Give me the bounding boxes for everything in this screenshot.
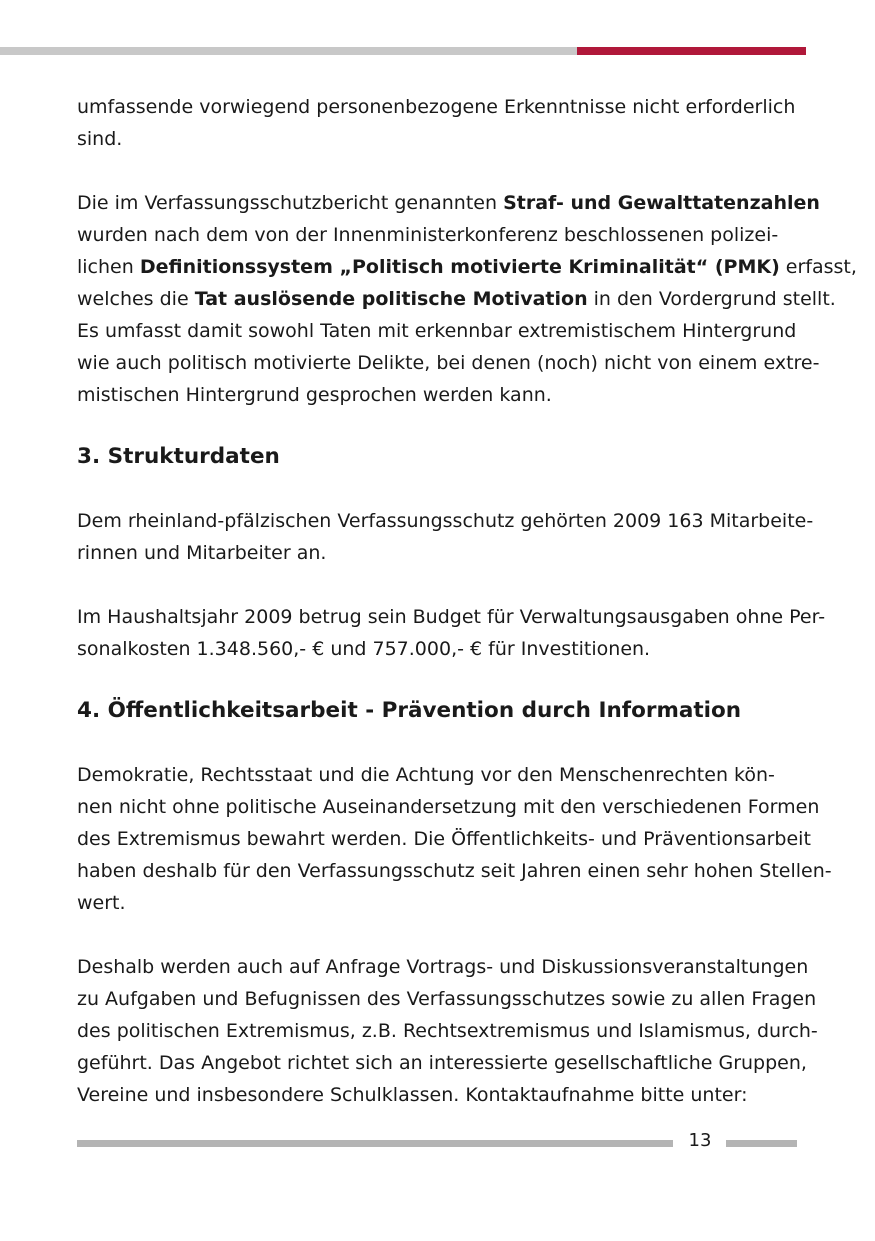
text-run: zu Aufgaben und Befugnissen des Verfassungsschutzes sowie zu allen Fragen xyxy=(77,988,817,1010)
text-run: umfassende vorwiegend personenbezogene Erkenntnisse nicht erforderlich xyxy=(77,96,796,118)
text-run: in den Vordergrund stellt. xyxy=(587,288,836,310)
page-content xyxy=(77,91,857,1111)
text-line xyxy=(77,123,807,155)
text-line xyxy=(77,887,807,919)
paragraph xyxy=(77,187,857,411)
text-line xyxy=(77,823,811,855)
text-line xyxy=(77,315,807,347)
text-line xyxy=(77,1015,818,1047)
text-line xyxy=(77,347,820,379)
text-run: haben deshalb für den Verfassungsschutz seit Jahren einen sehr hohen Stellen- xyxy=(77,860,832,882)
bold-text-run: Straf- und Gewalttatenzahlen xyxy=(503,192,820,214)
text-run: welches die xyxy=(77,288,195,310)
text-run: wie auch politisch motivierte Delikte, bei denen (noch) nicht von einem extre- xyxy=(77,352,820,374)
paragraph xyxy=(77,91,807,155)
text-line xyxy=(77,855,832,887)
paragraph xyxy=(77,601,826,665)
text-run: Es umfasst damit sowohl Taten mit erkennbar extremistischem Hintergrund xyxy=(77,320,797,342)
text-run: nen nicht ohne politische Auseinandersetzung mit den verschiedenen Formen xyxy=(77,796,820,818)
text-run: sind. xyxy=(77,128,123,150)
text-line xyxy=(77,187,820,219)
text-run: Die im Verfassungsschutzbericht genannten xyxy=(77,192,504,214)
text-run: sonalkosten 1.348.560,- € und 757.000,- € für Investitionen. xyxy=(77,638,651,660)
text-run: wert. xyxy=(77,892,126,914)
text-line xyxy=(77,91,807,123)
text-line xyxy=(77,601,826,633)
text-run: mistischen Hintergrund gesprochen werden kann. xyxy=(77,384,552,406)
text-run: geführt. Das Angebot richtet sich an interessierte gesellschaftliche Gruppen, xyxy=(77,1052,807,1074)
text-line xyxy=(77,759,807,791)
text-run: Demokratie, Rechtsstaat und die Achtung vor den Menschenrechten kön- xyxy=(77,764,775,786)
text-run: wurden nach dem von der Innenministerkonferenz beschlossenen polizei- xyxy=(77,224,779,246)
text-run: des politischen Extremismus, z.B. Rechtsextremismus und Islamismus, durch- xyxy=(77,1020,818,1042)
text-line xyxy=(77,791,820,823)
text-line xyxy=(77,505,814,537)
page-number: 13 xyxy=(688,1130,712,1151)
text-line xyxy=(77,633,807,665)
paragraph xyxy=(77,759,832,919)
text-line xyxy=(77,983,817,1015)
text-run: des Extremismus bewahrt werden. Die Öffentlichkeits- und Präventionsarbeit xyxy=(77,828,811,850)
bold-text-run: Tat auslösende politische Motivation xyxy=(194,288,588,310)
text-line xyxy=(77,379,807,411)
header-bar-accent xyxy=(577,47,806,55)
bold-text-run: Definitionssystem „Politisch motivierte Kriminalität“ (PMK) xyxy=(139,256,780,278)
text-line xyxy=(77,1079,807,1111)
text-run: lichen xyxy=(77,256,140,278)
footer-bar-right xyxy=(726,1140,797,1147)
intro-paragraphs xyxy=(77,91,857,411)
text-run: Dem rheinland-pfälzischen Verfassungsschutz gehörten 2009 163 Mitarbeite- xyxy=(77,510,814,532)
text-line xyxy=(77,283,836,315)
text-line xyxy=(77,1047,807,1079)
header-bar-gray xyxy=(0,47,577,55)
text-run: rinnen und Mitarbeiter an. xyxy=(77,542,327,564)
text-line xyxy=(77,537,807,569)
section-heading: 3. Strukturdaten xyxy=(77,444,280,469)
text-run: Vereine und insbesondere Schulklassen. Kontaktaufnahme bitte unter: xyxy=(77,1084,748,1106)
text-line xyxy=(77,251,857,283)
footer-bar-left xyxy=(77,1140,673,1147)
section-heading: 4. Öffentlichkeitsarbeit - Prävention durch Information xyxy=(77,698,742,723)
text-line xyxy=(77,219,807,251)
text-run: Deshalb werden auch auf Anfrage Vortrags- und Diskussionsveranstaltungen xyxy=(77,956,809,978)
text-run: erfasst, xyxy=(779,256,857,278)
text-run: Im Haushaltsjahr 2009 betrug sein Budget für Verwaltungsausgaben ohne Per- xyxy=(77,606,826,628)
paragraph xyxy=(77,505,814,569)
text-line xyxy=(77,951,807,983)
paragraph xyxy=(77,951,818,1111)
